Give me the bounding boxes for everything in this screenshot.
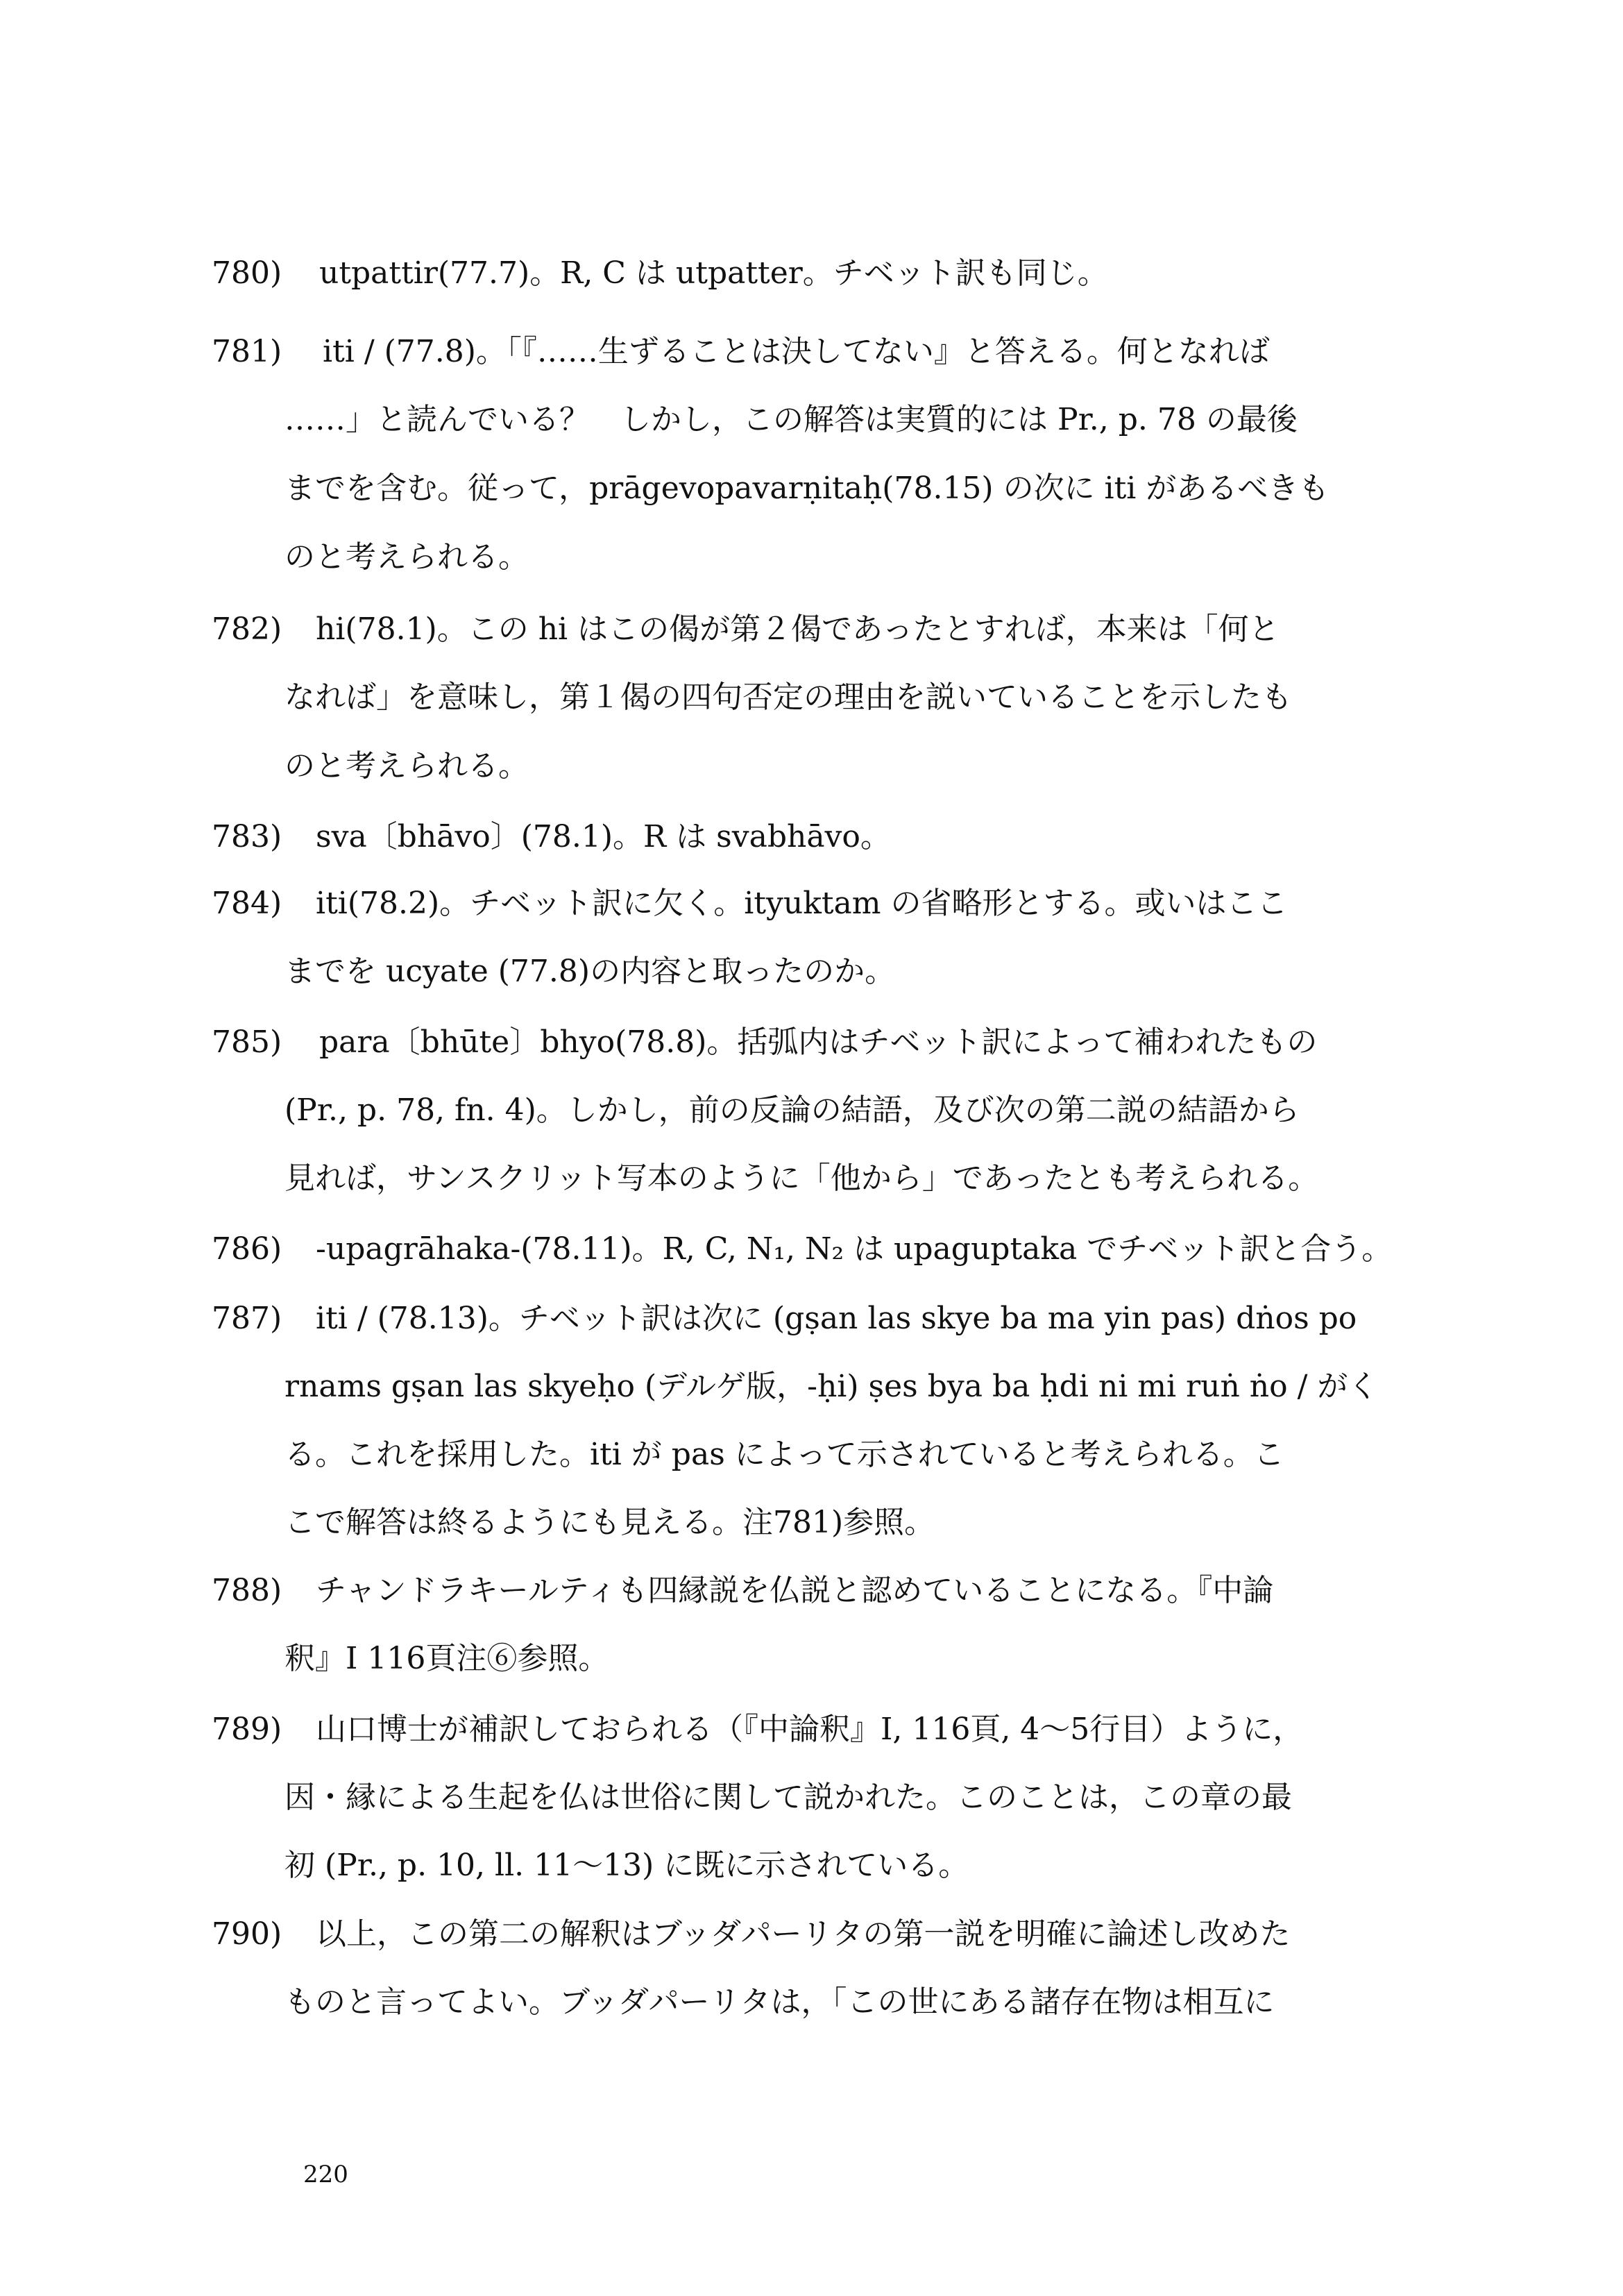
note-line: 因・縁による生起を仏は世俗に関して説かれた。このことは，この章の最 — [284, 1780, 1292, 1815]
note-number: 780) — [212, 255, 282, 291]
note-line: 初 (Pr., p. 10, ll. 11～13) に既に示されている。 — [284, 1848, 969, 1883]
note-line: 以上，この第二の解釈はブッダパーリタの第一説を明確に論述し改めた — [316, 1916, 1291, 1952]
note-line: なれば」を意味し，第１偈の四句否定の理由を説いていることを示したも — [284, 679, 1292, 715]
note-line: 見れば，サンスクリット写本のように「他から」であったとも考えられる。 — [284, 1160, 1319, 1196]
note-line: のと考えられる。 — [284, 539, 529, 575]
page-number: 220 — [303, 2161, 348, 2188]
note-number: 790) — [212, 1916, 282, 1952]
note-line: para〔bhūte〕bhyo(78.8)。括弧内はチベット訳によって補われたもの — [319, 1024, 1318, 1060]
note-line: までを含む。従って，prāgevopavarṇitaḥ(78.15) の次に iti があるべきも — [284, 471, 1329, 506]
note-line: rnams gṣan las skyeḥo (デルゲ版，-ḥi) ṣes bya ba ḥdi ni mi ruṅ ṅo / がく — [284, 1369, 1379, 1404]
note-number: 784) — [212, 886, 282, 921]
note-number: 787) — [212, 1301, 282, 1336]
note-line: 釈』I 116頁注⑥参照。 — [284, 1641, 609, 1676]
note-line: 山口博士が補訳しておられる（『中論釈』I, 116頁, 4～5行目）ように， — [316, 1712, 1304, 1747]
note-number: 783) — [212, 819, 282, 854]
note-line: iti(78.2)。チベット訳に欠く。ityuktam の省略形とする。或いはここ — [316, 886, 1288, 921]
note-line: までを ucyate (77.8)の内容と取ったのか。 — [284, 954, 896, 989]
note-line: hi(78.1)。この hi はこの偈が第２偈であったとすれば，本来は「何と — [316, 611, 1280, 647]
note-line: ……」と読んでいる？ しかし，この解答は実質的には Pr., p. 78 の最後 — [284, 402, 1298, 437]
note-number: 782) — [212, 611, 282, 647]
note-line: こで解答は終るようにも見える。注781)参照。 — [284, 1505, 935, 1540]
note-line: utpattir(77.7)。R, C は utpatter。チベット訳も同じ。 — [319, 255, 1108, 291]
note-line: sva〔bhāvo〕(78.1)。R は svabhāvo。 — [316, 819, 891, 854]
note-number: 785) — [212, 1024, 282, 1060]
note-line: iti / (78.13)。チベット訳は次に (gṣan las skye ba ma yin pas) dṅos po — [316, 1301, 1357, 1336]
note-line: る。これを採用した。iti が pas によって示されていると考えられる。こ — [284, 1437, 1284, 1472]
note-number: 786) — [212, 1231, 282, 1267]
note-line: チャンドラキールティも四縁説を仏説と認めていることになる。『中論 — [316, 1573, 1274, 1608]
note-line: ものと言ってよい。ブッダパーリタは，「この世にある諸存在物は相互に — [284, 1984, 1275, 2020]
note-number: 789) — [212, 1712, 282, 1747]
note-number: 788) — [212, 1573, 282, 1608]
note-number: 781) — [212, 334, 282, 369]
note-line: (Pr., p. 78, fn. 4)。しかし，前の反論の結語，及び次の第二説の結語から — [284, 1092, 1300, 1128]
note-line: -upagrāhaka-(78.11)。R, C, N₁, N₂ は upaguptaka でチベット訳と合う。 — [316, 1231, 1393, 1267]
note-line: iti / (77.8)。「『……生ずることは決してない』と答える。何となれば — [323, 334, 1270, 369]
note-line: のと考えられる。 — [284, 748, 529, 784]
